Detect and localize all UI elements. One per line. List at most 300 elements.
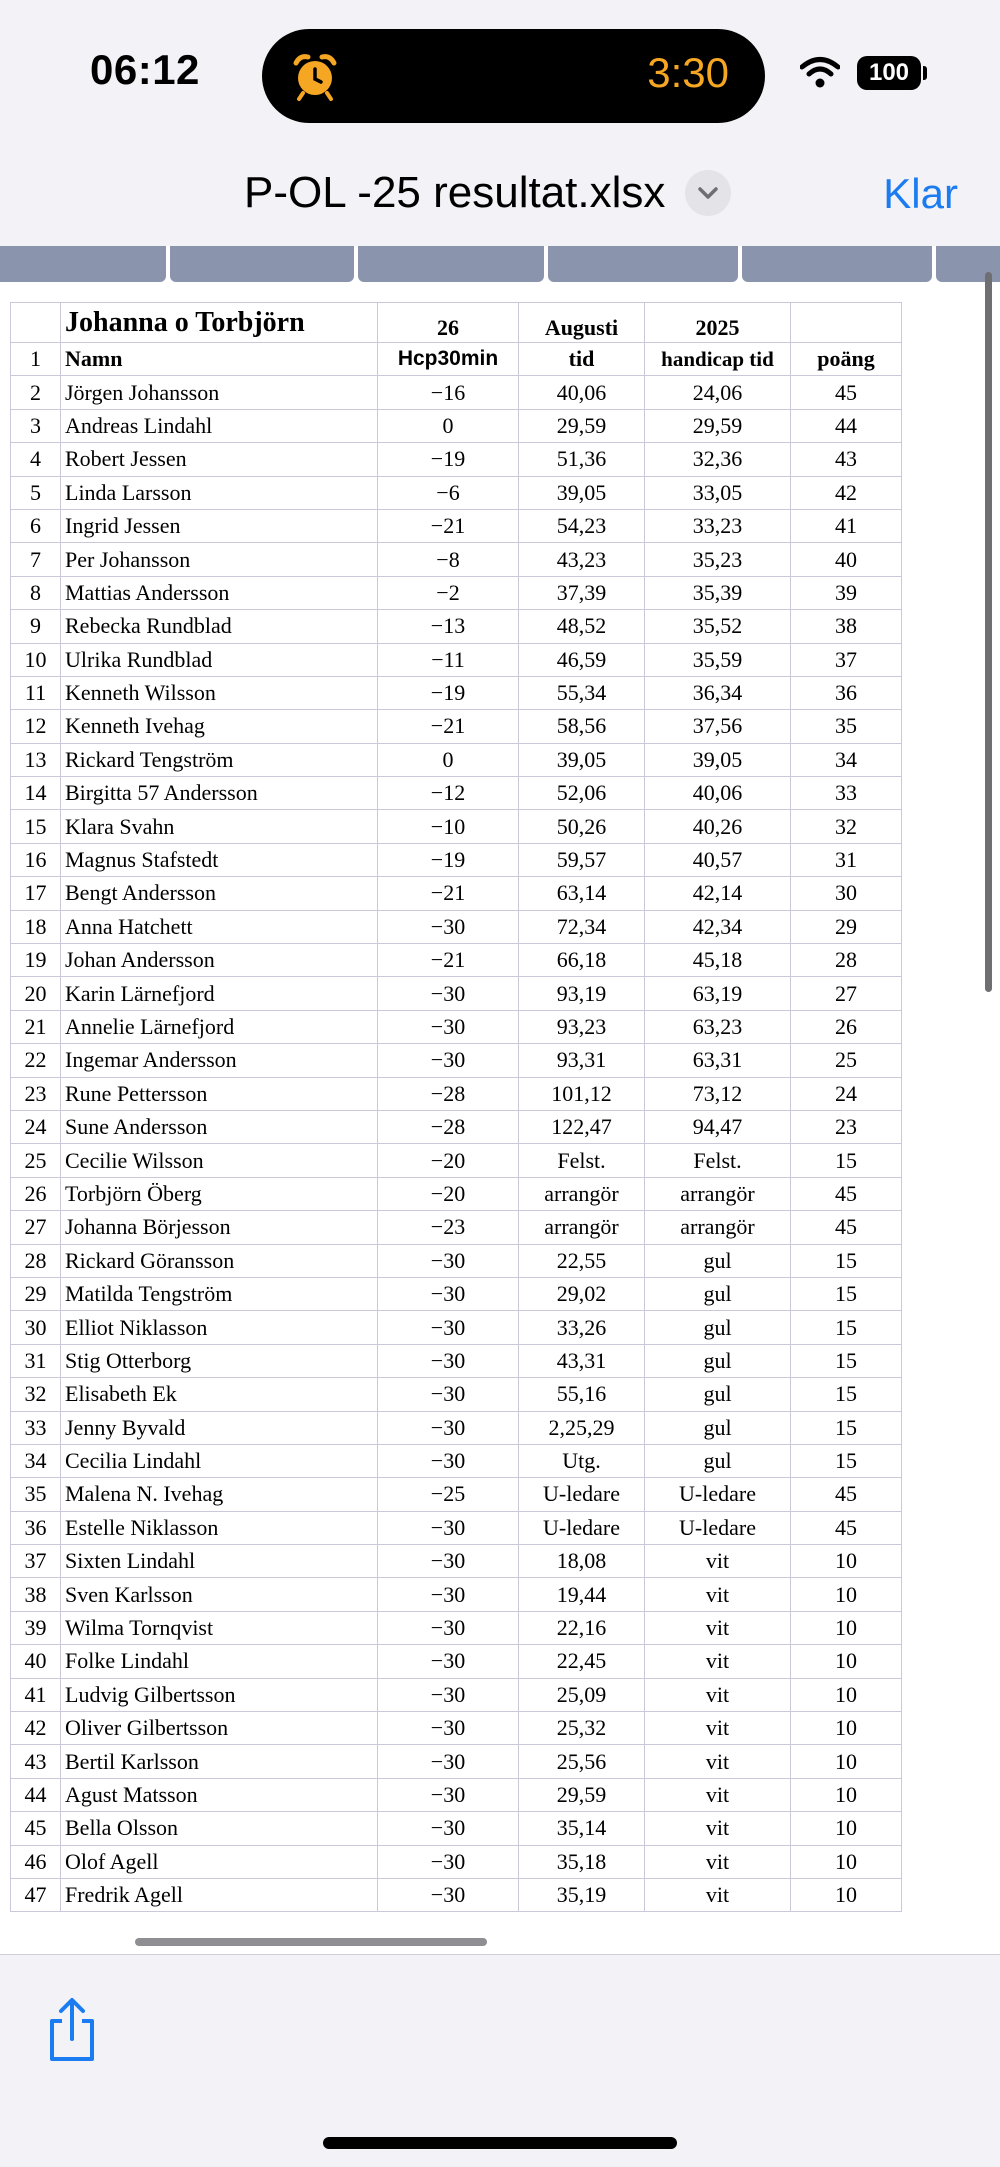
cell-name[interactable]: Rickard Tengström <box>61 743 378 776</box>
cell-hcp[interactable]: −20 <box>378 1144 519 1177</box>
cell-name[interactable]: Elliot Niklasson <box>61 1311 378 1344</box>
cell-poang[interactable]: 10 <box>791 1545 902 1578</box>
cell-hcp[interactable]: −2 <box>378 576 519 609</box>
row-number-cell[interactable]: 25 <box>11 1144 61 1177</box>
cell-hcp[interactable]: −30 <box>378 1578 519 1611</box>
row-number-cell[interactable]: 42 <box>11 1712 61 1745</box>
cell-tid[interactable]: 2,25,29 <box>519 1411 645 1444</box>
cell-hcp[interactable]: −21 <box>378 710 519 743</box>
cell-hcp[interactable]: −21 <box>378 509 519 542</box>
cell-tid[interactable]: 39,05 <box>519 476 645 509</box>
cell-poang[interactable]: 31 <box>791 843 902 876</box>
cell-tid[interactable]: 66,18 <box>519 944 645 977</box>
row-number-cell[interactable] <box>11 303 61 343</box>
cell-name[interactable]: Johanna Börjesson <box>61 1211 378 1244</box>
column-header-hcp[interactable]: Hcp30min <box>378 343 519 376</box>
row-number-cell[interactable]: 14 <box>11 777 61 810</box>
row-number-cell[interactable]: 2 <box>11 376 61 409</box>
cell-name[interactable]: Bengt Andersson <box>61 877 378 910</box>
cell-hcp[interactable]: −30 <box>378 977 519 1010</box>
done-button[interactable]: Klar <box>883 170 958 217</box>
cell-name[interactable]: Jörgen Johansson <box>61 376 378 409</box>
cell-handicap-tid[interactable]: gul <box>645 1244 791 1277</box>
cell-name[interactable]: Sune Andersson <box>61 1110 378 1143</box>
cell-poang[interactable]: 45 <box>791 376 902 409</box>
cell-tid[interactable]: 25,32 <box>519 1712 645 1745</box>
cell-name[interactable]: Rebecka Rundblad <box>61 610 378 643</box>
cell-tid[interactable]: 25,56 <box>519 1745 645 1778</box>
cell-tid[interactable]: 35,14 <box>519 1812 645 1845</box>
cell-handicap-tid[interactable]: 40,06 <box>645 777 791 810</box>
row-number-cell[interactable]: 24 <box>11 1110 61 1143</box>
cell-poang[interactable]: 10 <box>791 1645 902 1678</box>
cell-poang[interactable]: 26 <box>791 1010 902 1043</box>
cell-tid[interactable]: Felst. <box>519 1144 645 1177</box>
row-number-cell[interactable]: 17 <box>11 877 61 910</box>
cell-poang[interactable]: 10 <box>791 1745 902 1778</box>
row-number-cell[interactable]: 29 <box>11 1277 61 1310</box>
cell-handicap-tid[interactable]: gul <box>645 1311 791 1344</box>
cell-poang[interactable]: 45 <box>791 1177 902 1210</box>
cell-poang[interactable]: 34 <box>791 743 902 776</box>
cell-name[interactable]: Malena N. Ivehag <box>61 1478 378 1511</box>
cell-hcp[interactable]: −11 <box>378 643 519 676</box>
cell-tid[interactable]: 55,34 <box>519 676 645 709</box>
title-menu-button[interactable] <box>685 170 731 216</box>
cell-name[interactable]: Ludvig Gilbertsson <box>61 1678 378 1711</box>
cell-hcp[interactable]: −30 <box>378 1745 519 1778</box>
cell-name[interactable]: Folke Lindahl <box>61 1645 378 1678</box>
row-number-cell[interactable]: 40 <box>11 1645 61 1678</box>
cell-tid[interactable]: 63,14 <box>519 877 645 910</box>
row-number-cell[interactable]: 45 <box>11 1812 61 1845</box>
vertical-scrollbar[interactable] <box>985 272 992 992</box>
cell-hcp[interactable]: −19 <box>378 676 519 709</box>
cell-hcp[interactable]: −30 <box>378 1511 519 1544</box>
cell-poang[interactable]: 45 <box>791 1211 902 1244</box>
cell-hcp[interactable]: −30 <box>378 1778 519 1811</box>
row-number-cell[interactable]: 5 <box>11 476 61 509</box>
cell-tid[interactable]: 25,09 <box>519 1678 645 1711</box>
cell-tid[interactable]: 40,06 <box>519 376 645 409</box>
cell-handicap-tid[interactable]: U-ledare <box>645 1478 791 1511</box>
cell-tid[interactable]: 22,55 <box>519 1244 645 1277</box>
cell-poang[interactable]: 44 <box>791 409 902 442</box>
cell-handicap-tid[interactable]: vit <box>645 1645 791 1678</box>
cell-poang[interactable]: 23 <box>791 1110 902 1143</box>
cell-hcp[interactable]: −30 <box>378 1244 519 1277</box>
cell-name[interactable]: Sven Karlsson <box>61 1578 378 1611</box>
sheet-tab[interactable] <box>170 246 354 282</box>
cell-tid[interactable]: 58,56 <box>519 710 645 743</box>
cell-poang[interactable]: 10 <box>791 1712 902 1745</box>
cell-name[interactable]: Fredrik Agell <box>61 1878 378 1911</box>
cell-poang[interactable]: 32 <box>791 810 902 843</box>
cell-tid[interactable]: 72,34 <box>519 910 645 943</box>
row-number-cell[interactable]: 23 <box>11 1077 61 1110</box>
cell-handicap-tid[interactable]: 35,39 <box>645 576 791 609</box>
cell-hcp[interactable]: −30 <box>378 1712 519 1745</box>
cell-month[interactable]: Augusti <box>519 303 645 343</box>
row-number-cell[interactable]: 37 <box>11 1545 61 1578</box>
cell-hcp[interactable]: −19 <box>378 843 519 876</box>
cell-tid[interactable]: 18,08 <box>519 1545 645 1578</box>
cell-handicap-tid[interactable]: 40,57 <box>645 843 791 876</box>
row-number-cell[interactable]: 3 <box>11 409 61 442</box>
cell-tid[interactable]: 50,26 <box>519 810 645 843</box>
dynamic-island[interactable] <box>262 29 765 123</box>
cell-empty[interactable] <box>791 303 902 343</box>
cell-poang[interactable]: 40 <box>791 543 902 576</box>
row-number-cell[interactable]: 27 <box>11 1211 61 1244</box>
cell-name[interactable]: Andreas Lindahl <box>61 409 378 442</box>
cell-handicap-tid[interactable]: vit <box>645 1878 791 1911</box>
cell-tid[interactable]: 35,18 <box>519 1845 645 1878</box>
share-icon[interactable] <box>44 1997 100 2063</box>
cell-handicap-tid[interactable]: vit <box>645 1578 791 1611</box>
spreadsheet-view[interactable] <box>0 282 1000 1954</box>
row-number-cell[interactable]: 47 <box>11 1878 61 1911</box>
cell-poang[interactable]: 35 <box>791 710 902 743</box>
cell-name[interactable]: Per Johansson <box>61 543 378 576</box>
cell-poang[interactable]: 45 <box>791 1511 902 1544</box>
sheet-tab[interactable] <box>548 246 738 282</box>
cell-hcp[interactable]: −30 <box>378 1678 519 1711</box>
cell-tid[interactable]: 59,57 <box>519 843 645 876</box>
cell-name[interactable]: Estelle Niklasson <box>61 1511 378 1544</box>
row-number-cell[interactable]: 6 <box>11 509 61 542</box>
cell-poang[interactable]: 15 <box>791 1244 902 1277</box>
cell-tid[interactable]: 122,47 <box>519 1110 645 1143</box>
row-number-cell[interactable]: 18 <box>11 910 61 943</box>
cell-handicap-tid[interactable]: 36,34 <box>645 676 791 709</box>
cell-poang[interactable]: 33 <box>791 777 902 810</box>
row-number-cell[interactable]: 46 <box>11 1845 61 1878</box>
cell-hcp[interactable]: 0 <box>378 409 519 442</box>
cell-handicap-tid[interactable]: vit <box>645 1545 791 1578</box>
row-number-cell[interactable]: 44 <box>11 1778 61 1811</box>
cell-handicap-tid[interactable]: 37,56 <box>645 710 791 743</box>
row-number-cell[interactable]: 10 <box>11 643 61 676</box>
cell-poang[interactable]: 15 <box>791 1344 902 1377</box>
cell-tid[interactable]: 22,45 <box>519 1645 645 1678</box>
cell-title[interactable]: Johanna o Torbjörn <box>61 303 378 343</box>
cell-name[interactable]: Kenneth Ivehag <box>61 710 378 743</box>
cell-hcp[interactable]: −10 <box>378 810 519 843</box>
cell-hcp[interactable]: 0 <box>378 743 519 776</box>
cell-hcp[interactable]: −30 <box>378 1645 519 1678</box>
cell-poang[interactable]: 38 <box>791 610 902 643</box>
cell-tid[interactable]: 48,52 <box>519 610 645 643</box>
cell-handicap-tid[interactable]: gul <box>645 1378 791 1411</box>
results-table[interactable] <box>10 302 902 1912</box>
cell-hcp[interactable]: −30 <box>378 1411 519 1444</box>
cell-poang[interactable]: 15 <box>791 1277 902 1310</box>
cell-day[interactable]: 26 <box>378 303 519 343</box>
cell-handicap-tid[interactable]: 33,23 <box>645 509 791 542</box>
cell-name[interactable]: Wilma Tornqvist <box>61 1611 378 1644</box>
document-title-menu[interactable] <box>244 168 731 218</box>
cell-name[interactable]: Rickard Göransson <box>61 1244 378 1277</box>
cell-tid[interactable]: 93,19 <box>519 977 645 1010</box>
sheet-tab[interactable] <box>0 246 166 282</box>
cell-poang[interactable]: 36 <box>791 676 902 709</box>
cell-handicap-tid[interactable]: gul <box>645 1444 791 1477</box>
cell-tid[interactable]: U-ledare <box>519 1511 645 1544</box>
cell-handicap-tid[interactable]: 42,34 <box>645 910 791 943</box>
cell-handicap-tid[interactable]: gul <box>645 1277 791 1310</box>
cell-poang[interactable]: 29 <box>791 910 902 943</box>
cell-poang[interactable]: 45 <box>791 1478 902 1511</box>
cell-poang[interactable]: 30 <box>791 877 902 910</box>
cell-handicap-tid[interactable]: 33,05 <box>645 476 791 509</box>
row-number-cell[interactable]: 11 <box>11 676 61 709</box>
cell-name[interactable]: Annelie Lärnefjord <box>61 1010 378 1043</box>
cell-hcp[interactable]: −23 <box>378 1211 519 1244</box>
cell-poang[interactable]: 10 <box>791 1578 902 1611</box>
row-number-cell[interactable]: 16 <box>11 843 61 876</box>
cell-handicap-tid[interactable]: 73,12 <box>645 1077 791 1110</box>
cell-handicap-tid[interactable]: 45,18 <box>645 944 791 977</box>
cell-poang[interactable]: 10 <box>791 1878 902 1911</box>
cell-handicap-tid[interactable]: 39,05 <box>645 743 791 776</box>
cell-hcp[interactable]: −30 <box>378 1611 519 1644</box>
cell-poang[interactable]: 15 <box>791 1411 902 1444</box>
cell-hcp[interactable]: −20 <box>378 1177 519 1210</box>
row-number-cell[interactable]: 32 <box>11 1378 61 1411</box>
cell-hcp[interactable]: −13 <box>378 610 519 643</box>
cell-hcp[interactable]: −30 <box>378 1812 519 1845</box>
cell-poang[interactable]: 15 <box>791 1378 902 1411</box>
cell-tid[interactable]: 55,16 <box>519 1378 645 1411</box>
cell-name[interactable]: Cecilie Wilsson <box>61 1144 378 1177</box>
cell-handicap-tid[interactable]: 29,59 <box>645 409 791 442</box>
cell-tid[interactable]: 52,06 <box>519 777 645 810</box>
row-number-cell[interactable]: 4 <box>11 443 61 476</box>
cell-poang[interactable]: 42 <box>791 476 902 509</box>
cell-hcp[interactable]: −30 <box>378 1311 519 1344</box>
cell-hcp[interactable]: −30 <box>378 1378 519 1411</box>
cell-name[interactable]: Kenneth Wilsson <box>61 676 378 709</box>
cell-hcp[interactable]: −28 <box>378 1077 519 1110</box>
cell-tid[interactable]: 29,59 <box>519 409 645 442</box>
row-number-cell[interactable]: 31 <box>11 1344 61 1377</box>
cell-tid[interactable]: 33,26 <box>519 1311 645 1344</box>
cell-handicap-tid[interactable]: vit <box>645 1611 791 1644</box>
column-header-tid[interactable]: tid <box>519 343 645 376</box>
cell-name[interactable]: Klara Svahn <box>61 810 378 843</box>
cell-handicap-tid[interactable]: vit <box>645 1745 791 1778</box>
cell-hcp[interactable]: −6 <box>378 476 519 509</box>
row-number-cell[interactable]: 9 <box>11 610 61 643</box>
cell-poang[interactable]: 10 <box>791 1845 902 1878</box>
cell-name[interactable]: Stig Otterborg <box>61 1344 378 1377</box>
row-number-cell[interactable]: 41 <box>11 1678 61 1711</box>
cell-hcp[interactable]: −30 <box>378 910 519 943</box>
cell-poang[interactable]: 28 <box>791 944 902 977</box>
cell-name[interactable]: Jenny Byvald <box>61 1411 378 1444</box>
row-number-cell[interactable]: 26 <box>11 1177 61 1210</box>
cell-tid[interactable]: 35,19 <box>519 1878 645 1911</box>
cell-name[interactable]: Agust Matsson <box>61 1778 378 1811</box>
cell-hcp[interactable]: −19 <box>378 443 519 476</box>
cell-tid[interactable]: 93,31 <box>519 1044 645 1077</box>
cell-hcp[interactable]: −25 <box>378 1478 519 1511</box>
cell-hcp[interactable]: −30 <box>378 1845 519 1878</box>
row-number-cell[interactable]: 30 <box>11 1311 61 1344</box>
cell-name[interactable]: Robert Jessen <box>61 443 378 476</box>
cell-handicap-tid[interactable]: vit <box>645 1712 791 1745</box>
cell-name[interactable]: Cecilia Lindahl <box>61 1444 378 1477</box>
cell-poang[interactable]: 25 <box>791 1044 902 1077</box>
cell-tid[interactable]: arrangör <box>519 1211 645 1244</box>
cell-tid[interactable]: Utg. <box>519 1444 645 1477</box>
cell-name[interactable]: Mattias Andersson <box>61 576 378 609</box>
cell-name[interactable]: Ulrika Rundblad <box>61 643 378 676</box>
cell-hcp[interactable]: −12 <box>378 777 519 810</box>
cell-name[interactable]: Linda Larsson <box>61 476 378 509</box>
cell-poang[interactable]: 10 <box>791 1678 902 1711</box>
cell-name[interactable]: Oliver Gilbertsson <box>61 1712 378 1745</box>
cell-handicap-tid[interactable]: Felst. <box>645 1144 791 1177</box>
cell-handicap-tid[interactable]: vit <box>645 1678 791 1711</box>
row-number-cell[interactable]: 1 <box>11 343 61 376</box>
column-header-handicap-tid[interactable]: handicap tid <box>645 343 791 376</box>
cell-poang[interactable]: 10 <box>791 1611 902 1644</box>
cell-name[interactable]: Magnus Stafstedt <box>61 843 378 876</box>
cell-hcp[interactable]: −30 <box>378 1344 519 1377</box>
cell-name[interactable]: Matilda Tengström <box>61 1277 378 1310</box>
row-number-cell[interactable]: 22 <box>11 1044 61 1077</box>
cell-hcp[interactable]: −28 <box>378 1110 519 1143</box>
cell-poang[interactable]: 10 <box>791 1778 902 1811</box>
cell-tid[interactable]: 19,44 <box>519 1578 645 1611</box>
cell-hcp[interactable]: −30 <box>378 1044 519 1077</box>
cell-handicap-tid[interactable]: 35,23 <box>645 543 791 576</box>
cell-hcp[interactable]: −30 <box>378 1878 519 1911</box>
cell-handicap-tid[interactable]: 63,19 <box>645 977 791 1010</box>
cell-handicap-tid[interactable]: gul <box>645 1344 791 1377</box>
cell-tid[interactable]: 29,59 <box>519 1778 645 1811</box>
row-number-cell[interactable]: 13 <box>11 743 61 776</box>
horizontal-scrollbar[interactable] <box>135 1938 487 1946</box>
cell-tid[interactable]: U-ledare <box>519 1478 645 1511</box>
cell-poang[interactable]: 37 <box>791 643 902 676</box>
cell-name[interactable]: Birgitta 57 Andersson <box>61 777 378 810</box>
cell-handicap-tid[interactable]: 35,59 <box>645 643 791 676</box>
cell-tid[interactable]: 51,36 <box>519 443 645 476</box>
cell-hcp[interactable]: −30 <box>378 1277 519 1310</box>
cell-poang[interactable]: 41 <box>791 509 902 542</box>
cell-name[interactable]: Anna Hatchett <box>61 910 378 943</box>
cell-hcp[interactable]: −16 <box>378 376 519 409</box>
row-number-cell[interactable]: 33 <box>11 1411 61 1444</box>
cell-poang[interactable]: 15 <box>791 1144 902 1177</box>
cell-year[interactable]: 2025 <box>645 303 791 343</box>
cell-tid[interactable]: 46,59 <box>519 643 645 676</box>
cell-tid[interactable]: 54,23 <box>519 509 645 542</box>
cell-tid[interactable]: 93,23 <box>519 1010 645 1043</box>
sheet-tab[interactable] <box>358 246 544 282</box>
cell-tid[interactable]: 43,31 <box>519 1344 645 1377</box>
cell-tid[interactable]: arrangör <box>519 1177 645 1210</box>
cell-name[interactable]: Johan Andersson <box>61 944 378 977</box>
row-number-cell[interactable]: 8 <box>11 576 61 609</box>
row-number-cell[interactable]: 15 <box>11 810 61 843</box>
cell-poang[interactable]: 43 <box>791 443 902 476</box>
cell-name[interactable]: Karin Lärnefjord <box>61 977 378 1010</box>
cell-handicap-tid[interactable]: 94,47 <box>645 1110 791 1143</box>
row-number-cell[interactable]: 7 <box>11 543 61 576</box>
cell-handicap-tid[interactable]: 42,14 <box>645 877 791 910</box>
row-number-cell[interactable]: 38 <box>11 1578 61 1611</box>
cell-tid[interactable]: 37,39 <box>519 576 645 609</box>
row-number-cell[interactable]: 39 <box>11 1611 61 1644</box>
row-number-cell[interactable]: 20 <box>11 977 61 1010</box>
cell-hcp[interactable]: −21 <box>378 944 519 977</box>
cell-handicap-tid[interactable]: 40,26 <box>645 810 791 843</box>
cell-handicap-tid[interactable]: vit <box>645 1812 791 1845</box>
cell-name[interactable]: Bella Olsson <box>61 1812 378 1845</box>
cell-name[interactable]: Elisabeth Ek <box>61 1378 378 1411</box>
cell-handicap-tid[interactable]: 24,06 <box>645 376 791 409</box>
cell-tid[interactable]: 29,02 <box>519 1277 645 1310</box>
cell-hcp[interactable]: −30 <box>378 1545 519 1578</box>
row-number-cell[interactable]: 36 <box>11 1511 61 1544</box>
cell-handicap-tid[interactable]: arrangör <box>645 1211 791 1244</box>
cell-tid[interactable]: 43,23 <box>519 543 645 576</box>
cell-handicap-tid[interactable]: gul <box>645 1411 791 1444</box>
cell-poang[interactable]: 39 <box>791 576 902 609</box>
cell-tid[interactable]: 39,05 <box>519 743 645 776</box>
cell-poang[interactable]: 27 <box>791 977 902 1010</box>
cell-handicap-tid[interactable]: 63,23 <box>645 1010 791 1043</box>
cell-hcp[interactable]: −21 <box>378 877 519 910</box>
cell-name[interactable]: Rune Pettersson <box>61 1077 378 1110</box>
cell-handicap-tid[interactable]: vit <box>645 1778 791 1811</box>
sheet-tab[interactable] <box>742 246 932 282</box>
cell-poang[interactable]: 15 <box>791 1311 902 1344</box>
row-number-cell[interactable]: 35 <box>11 1478 61 1511</box>
row-number-cell[interactable]: 19 <box>11 944 61 977</box>
row-number-cell[interactable]: 21 <box>11 1010 61 1043</box>
cell-name[interactable]: Sixten Lindahl <box>61 1545 378 1578</box>
cell-handicap-tid[interactable]: 35,52 <box>645 610 791 643</box>
cell-name[interactable]: Bertil Karlsson <box>61 1745 378 1778</box>
cell-handicap-tid[interactable]: U-ledare <box>645 1511 791 1544</box>
cell-hcp[interactable]: −30 <box>378 1444 519 1477</box>
cell-name[interactable]: Torbjörn Öberg <box>61 1177 378 1210</box>
cell-poang[interactable]: 15 <box>791 1444 902 1477</box>
cell-handicap-tid[interactable]: vit <box>645 1845 791 1878</box>
cell-tid[interactable]: 101,12 <box>519 1077 645 1110</box>
sheet-tab-strip[interactable] <box>0 246 1000 282</box>
row-number-cell[interactable]: 28 <box>11 1244 61 1277</box>
column-header-name[interactable]: Namn <box>61 343 378 376</box>
row-number-cell[interactable]: 12 <box>11 710 61 743</box>
column-header-poang[interactable]: poäng <box>791 343 902 376</box>
cell-tid[interactable]: 22,16 <box>519 1611 645 1644</box>
cell-poang[interactable]: 10 <box>791 1812 902 1845</box>
row-number-cell[interactable]: 43 <box>11 1745 61 1778</box>
cell-poang[interactable]: 24 <box>791 1077 902 1110</box>
cell-handicap-tid[interactable]: 63,31 <box>645 1044 791 1077</box>
cell-hcp[interactable]: −30 <box>378 1010 519 1043</box>
cell-name[interactable]: Ingrid Jessen <box>61 509 378 542</box>
cell-name[interactable]: Ingemar Andersson <box>61 1044 378 1077</box>
row-number-cell[interactable]: 34 <box>11 1444 61 1477</box>
cell-hcp[interactable]: −8 <box>378 543 519 576</box>
